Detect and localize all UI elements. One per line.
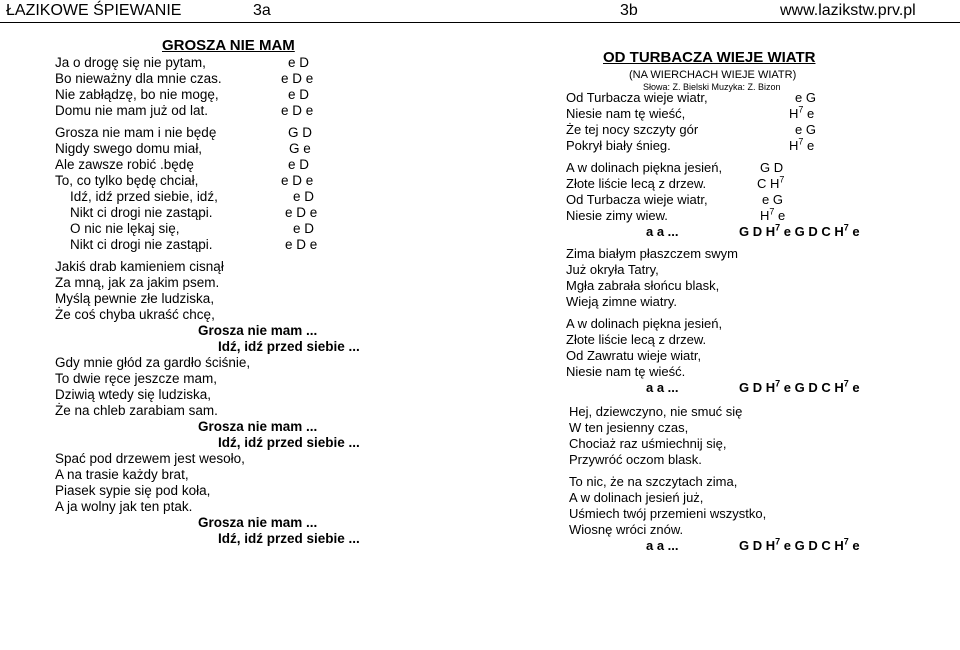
- chord-line: $H^7$ e: [789, 136, 815, 153]
- lyric-line: Od Zawratu wieje wiatr,: [566, 348, 702, 363]
- lyric-line: Nikt ci drogi nie zastąpi.: [70, 237, 213, 252]
- chord-line: e D: [293, 221, 315, 236]
- lyric-line: Wiosnę wróci znów.: [569, 522, 684, 537]
- lyric-line: Zima białym płaszczem swym: [566, 246, 738, 261]
- lyric-line: To dwie ręce jeszcze mam,: [55, 371, 218, 386]
- lyric-line: Pokrył biały śnieg.: [566, 138, 671, 153]
- lyric-line: O nic nie lękaj się,: [70, 221, 180, 236]
- vocalise-line: a a ...: [646, 224, 679, 239]
- lyric-line: Nigdy swego domu miał,: [55, 141, 203, 156]
- lyric-line: Od Turbacza wieje wiatr,: [566, 192, 708, 207]
- songbook-title: ŁAZIKOWE ŚPIEWANIE: [6, 2, 182, 19]
- lyric-line: Nie zabłądzę, bo nie mogę,: [55, 87, 219, 102]
- lyric-line: Niesie nam tę wieść.: [566, 364, 686, 379]
- lyric-line: Niesie zimy wiew.: [566, 208, 668, 223]
- song-title-turbacza: OD TURBACZA WIEJE WIATR: [603, 49, 816, 66]
- chorus-ref: Idź, idź przed siebie ...: [218, 339, 360, 354]
- chorus-ref: Grosza nie mam ...: [198, 323, 318, 338]
- song-title-grosza: GROSZA NIE MAM: [162, 37, 295, 54]
- song-credits: Słowa: Z. Bielski Muzyka: Z. Bizon: [643, 82, 781, 92]
- lyric-line: Przywróć oczom blask.: [569, 452, 702, 467]
- chorus-ref: Grosza nie mam ...: [198, 515, 318, 530]
- lyric-line: Za mną, jak za jakim psem.: [55, 275, 220, 290]
- chord-line: G D: [760, 160, 784, 175]
- lyric-line: Mgła zabrała słońcu blask,: [566, 278, 720, 293]
- lyric-line: Myślą pewnie złe ludziska,: [55, 291, 215, 306]
- chord-line: G D: [288, 125, 313, 140]
- page-header: [0, 2, 960, 24]
- lyric-line: Złote liście lecą z drzew.: [566, 332, 707, 347]
- lyric-line: Wieją zimne wiatry.: [566, 294, 678, 309]
- chord-line: e D e: [285, 237, 318, 252]
- chord-line: e D e: [281, 103, 314, 118]
- chord-line: e D e: [285, 205, 318, 220]
- lyric-line: A w dolinach piękna jesień,: [566, 160, 723, 175]
- lyric-line: Że na chleb zarabiam sam.: [55, 403, 218, 418]
- lyric-line: A na trasie każdy brat,: [55, 467, 189, 482]
- lyric-line: Bo nieważny dla mnie czas.: [55, 71, 222, 86]
- vocalise-line: a a ...: [646, 538, 679, 553]
- lyric-line: Niesie nam tę wieść,: [566, 106, 686, 121]
- lyric-line: To, co tylko będę chciał,: [55, 173, 199, 188]
- lyric-line: Że tej nocy szczyty gór: [566, 122, 699, 137]
- lyric-line: To nic, że na szczytach zima,: [569, 474, 738, 489]
- lyric-line: A w dolinach jesień już,: [569, 490, 704, 505]
- song-subtitle: (NA WIERCHACH WIEJE WIATR): [629, 69, 797, 81]
- lyric-line: Od Turbacza wieje wiatr,: [566, 90, 708, 105]
- chord-line: $H^7$ e: [789, 104, 815, 121]
- chorus-ref: Grosza nie mam ...: [198, 419, 318, 434]
- lyric-line: Spać pod drzewem jest wesoło,: [55, 451, 245, 466]
- lyric-line: Złote liście lecą z drzew.: [566, 176, 707, 191]
- chord-line: C $H^7$: [757, 174, 785, 191]
- lyric-line: Idź, idź przed siebie, idź,: [70, 189, 218, 204]
- lyric-line: Uśmiech twój przemieni wszystko,: [569, 506, 767, 521]
- page-number-right: 3b: [620, 2, 638, 19]
- chord-line: e D: [293, 189, 315, 204]
- chord-line: G e: [289, 141, 311, 156]
- lyric-line: Hej, dziewczyno, nie smuć się: [569, 404, 743, 419]
- chord-line: e G: [795, 90, 816, 105]
- lyric-line: A ja wolny jak ten ptak.: [55, 499, 193, 514]
- website-url: www.lazikstw.prv.pl: [780, 2, 916, 19]
- chord-line: e D e: [281, 173, 314, 188]
- lyric-line: Że coś chyba ukraść chcę,: [55, 307, 215, 322]
- chord-line: $H^7$ e: [760, 206, 786, 223]
- header-divider: [0, 22, 960, 23]
- lyric-line: Domu nie mam już od lat.: [55, 103, 209, 118]
- page-number-left: 3a: [253, 2, 271, 19]
- lyric-line: Ale zawsze robić .będę: [55, 157, 194, 172]
- lyric-line: Ja o drogę się nie pytam,: [55, 55, 206, 70]
- lyric-line: Już okryła Tatry,: [566, 262, 659, 277]
- chord-line: e D: [288, 55, 310, 70]
- chord-line: e G: [762, 192, 783, 207]
- lyric-line: Nikt ci drogi nie zastąpi.: [70, 205, 213, 220]
- chord-line: e D: [288, 87, 310, 102]
- lyric-line: Grosza nie mam i nie będę: [55, 125, 217, 140]
- vocalise-line: a a ...: [646, 380, 679, 395]
- lyric-line: A w dolinach piękna jesień,: [566, 316, 723, 331]
- lyric-line: Jakiś drab kamieniem cisnął: [55, 259, 224, 274]
- chorus-ref: Idź, idź przed siebie ...: [218, 531, 360, 546]
- chord-line: G D $H^7$ e G D C $H^7$ e: [739, 222, 860, 239]
- chord-line: e D e: [281, 71, 314, 86]
- lyric-line: Dziwią wtedy się ludziska,: [55, 387, 212, 402]
- chord-line: e D: [288, 157, 310, 172]
- chorus-ref: Idź, idź przed siebie ...: [218, 435, 360, 450]
- lyric-line: Gdy mnie głód za gardło ściśnie,: [55, 355, 251, 370]
- lyric-line: W ten jesienny czas,: [569, 420, 689, 435]
- chord-line: G D $H^7$ e G D C $H^7$ e: [739, 378, 860, 395]
- chord-line: G D $H^7$ e G D C $H^7$ e: [739, 536, 860, 553]
- lyric-line: Chociaż raz uśmiechnij się,: [569, 436, 727, 451]
- chord-line: e G: [795, 122, 816, 137]
- lyric-line: Piasek sypie się pod koła,: [55, 483, 211, 498]
